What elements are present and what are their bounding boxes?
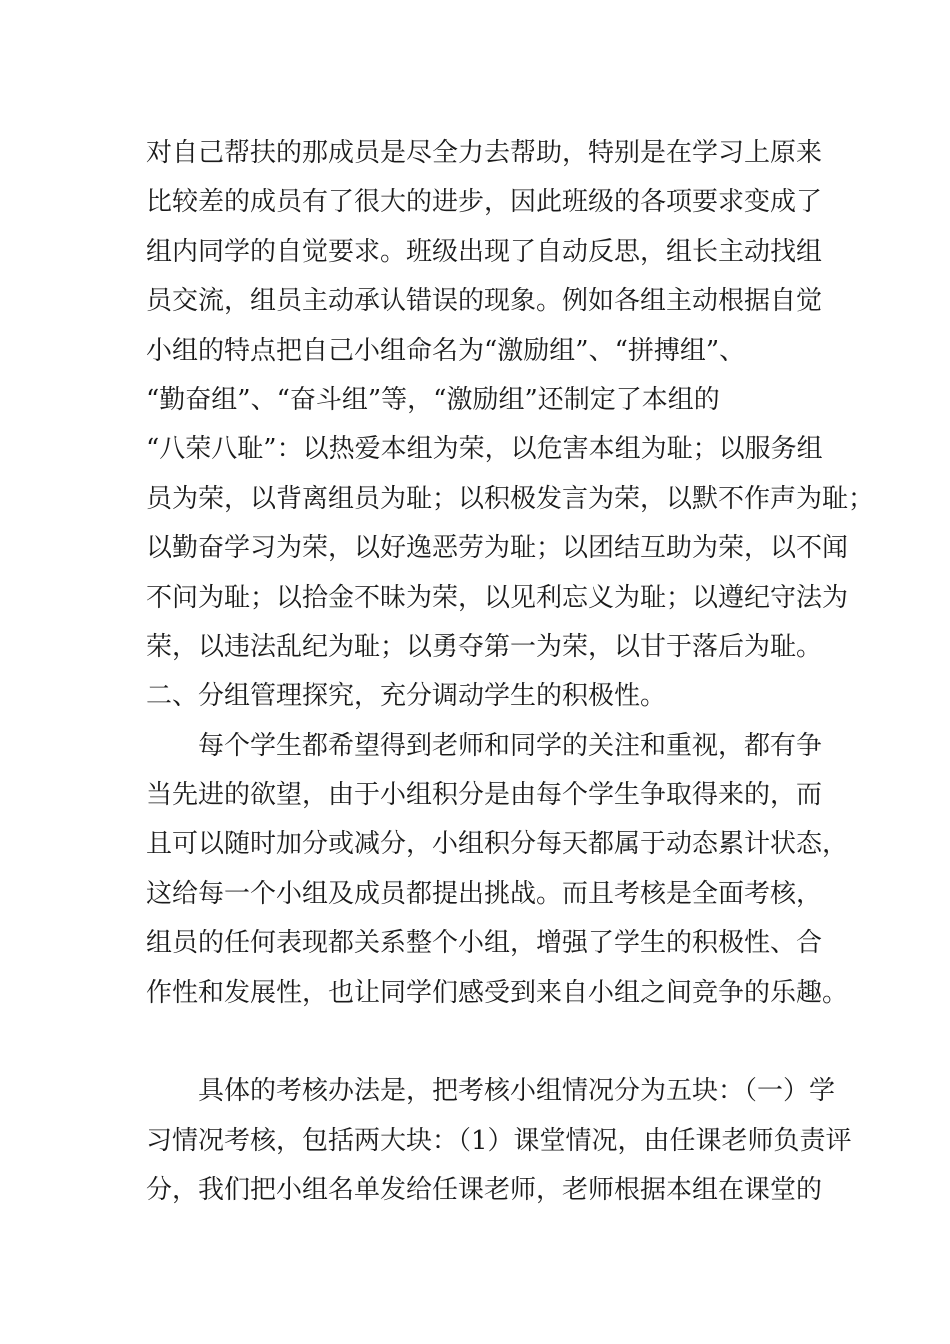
text-line: 这给每一个小组及成员都提出挑战。而且考核是全面考核，	[146, 878, 823, 909]
text-line: 每个学生都希望得到老师和同学的关注和重视，都有争	[146, 730, 823, 761]
text-line: 比较差的成员有了很大的进步，因此班级的各项要求变成了	[146, 187, 823, 218]
text-line: 且可以随时加分或减分，小组积分每天都属于动态累计状态，	[146, 829, 849, 860]
text-line: 组员的任何表现都关系整个小组，增强了学生的积极性、合	[146, 928, 823, 959]
text-line: 作性和发展性，也让同学们感受到来自小组之间竞争的乐趣。	[146, 977, 849, 1008]
text-line: 当先进的欲望，由于小组积分是由每个学生争取得来的，而	[146, 780, 823, 811]
text-line: 习情况考核，包括两大块：（1）课堂情况，由任课老师负责评	[146, 1125, 852, 1156]
text-line: “勤奋组”、“奋斗组”等，“激励组”还制定了本组的	[146, 384, 720, 415]
document-body	[146, 129, 875, 1216]
text-line: 员交流，组员主动承认错误的现象。例如各组主动根据自觉	[146, 286, 823, 317]
text-line: 不问为耻；以拾金不昧为荣，以见利忘义为耻；以遵纪守法为	[146, 582, 849, 613]
text-line: “八荣八耻”：以热爱本组为荣，以危害本组为耻；以服务组	[146, 434, 823, 465]
text-line: 具体的考核办法是，把考核小组情况分为五块：（一）学	[146, 1076, 836, 1107]
section-heading: 二、分组管理探究，充分调动学生的积极性。	[146, 681, 667, 712]
text-line: 以勤奋学习为荣，以好逸恶劳为耻；以团结互助为荣，以不闻	[146, 533, 849, 564]
text-line: 对自己帮扶的那成员是尽全力去帮助，特别是在学习上原来	[146, 138, 823, 168]
text-line: 组内同学的自觉要求。班级出现了自动反思，组长主动找组	[146, 236, 823, 267]
text-line: 小组的特点把自己小组命名为“激励组”、“拼搏组”、	[146, 335, 746, 366]
text-line: 荣，以违法乱纪为耻；以勇夺第一为荣，以甘于落后为耻。	[146, 631, 823, 662]
text-line: 员为荣，以背离组员为耻；以积极发言为荣，以默不作声为耻；	[146, 483, 875, 514]
text-line: 分，我们把小组名单发给任课老师，老师根据本组在课堂的	[146, 1175, 823, 1206]
paragraph-gap	[146, 1018, 826, 1067]
